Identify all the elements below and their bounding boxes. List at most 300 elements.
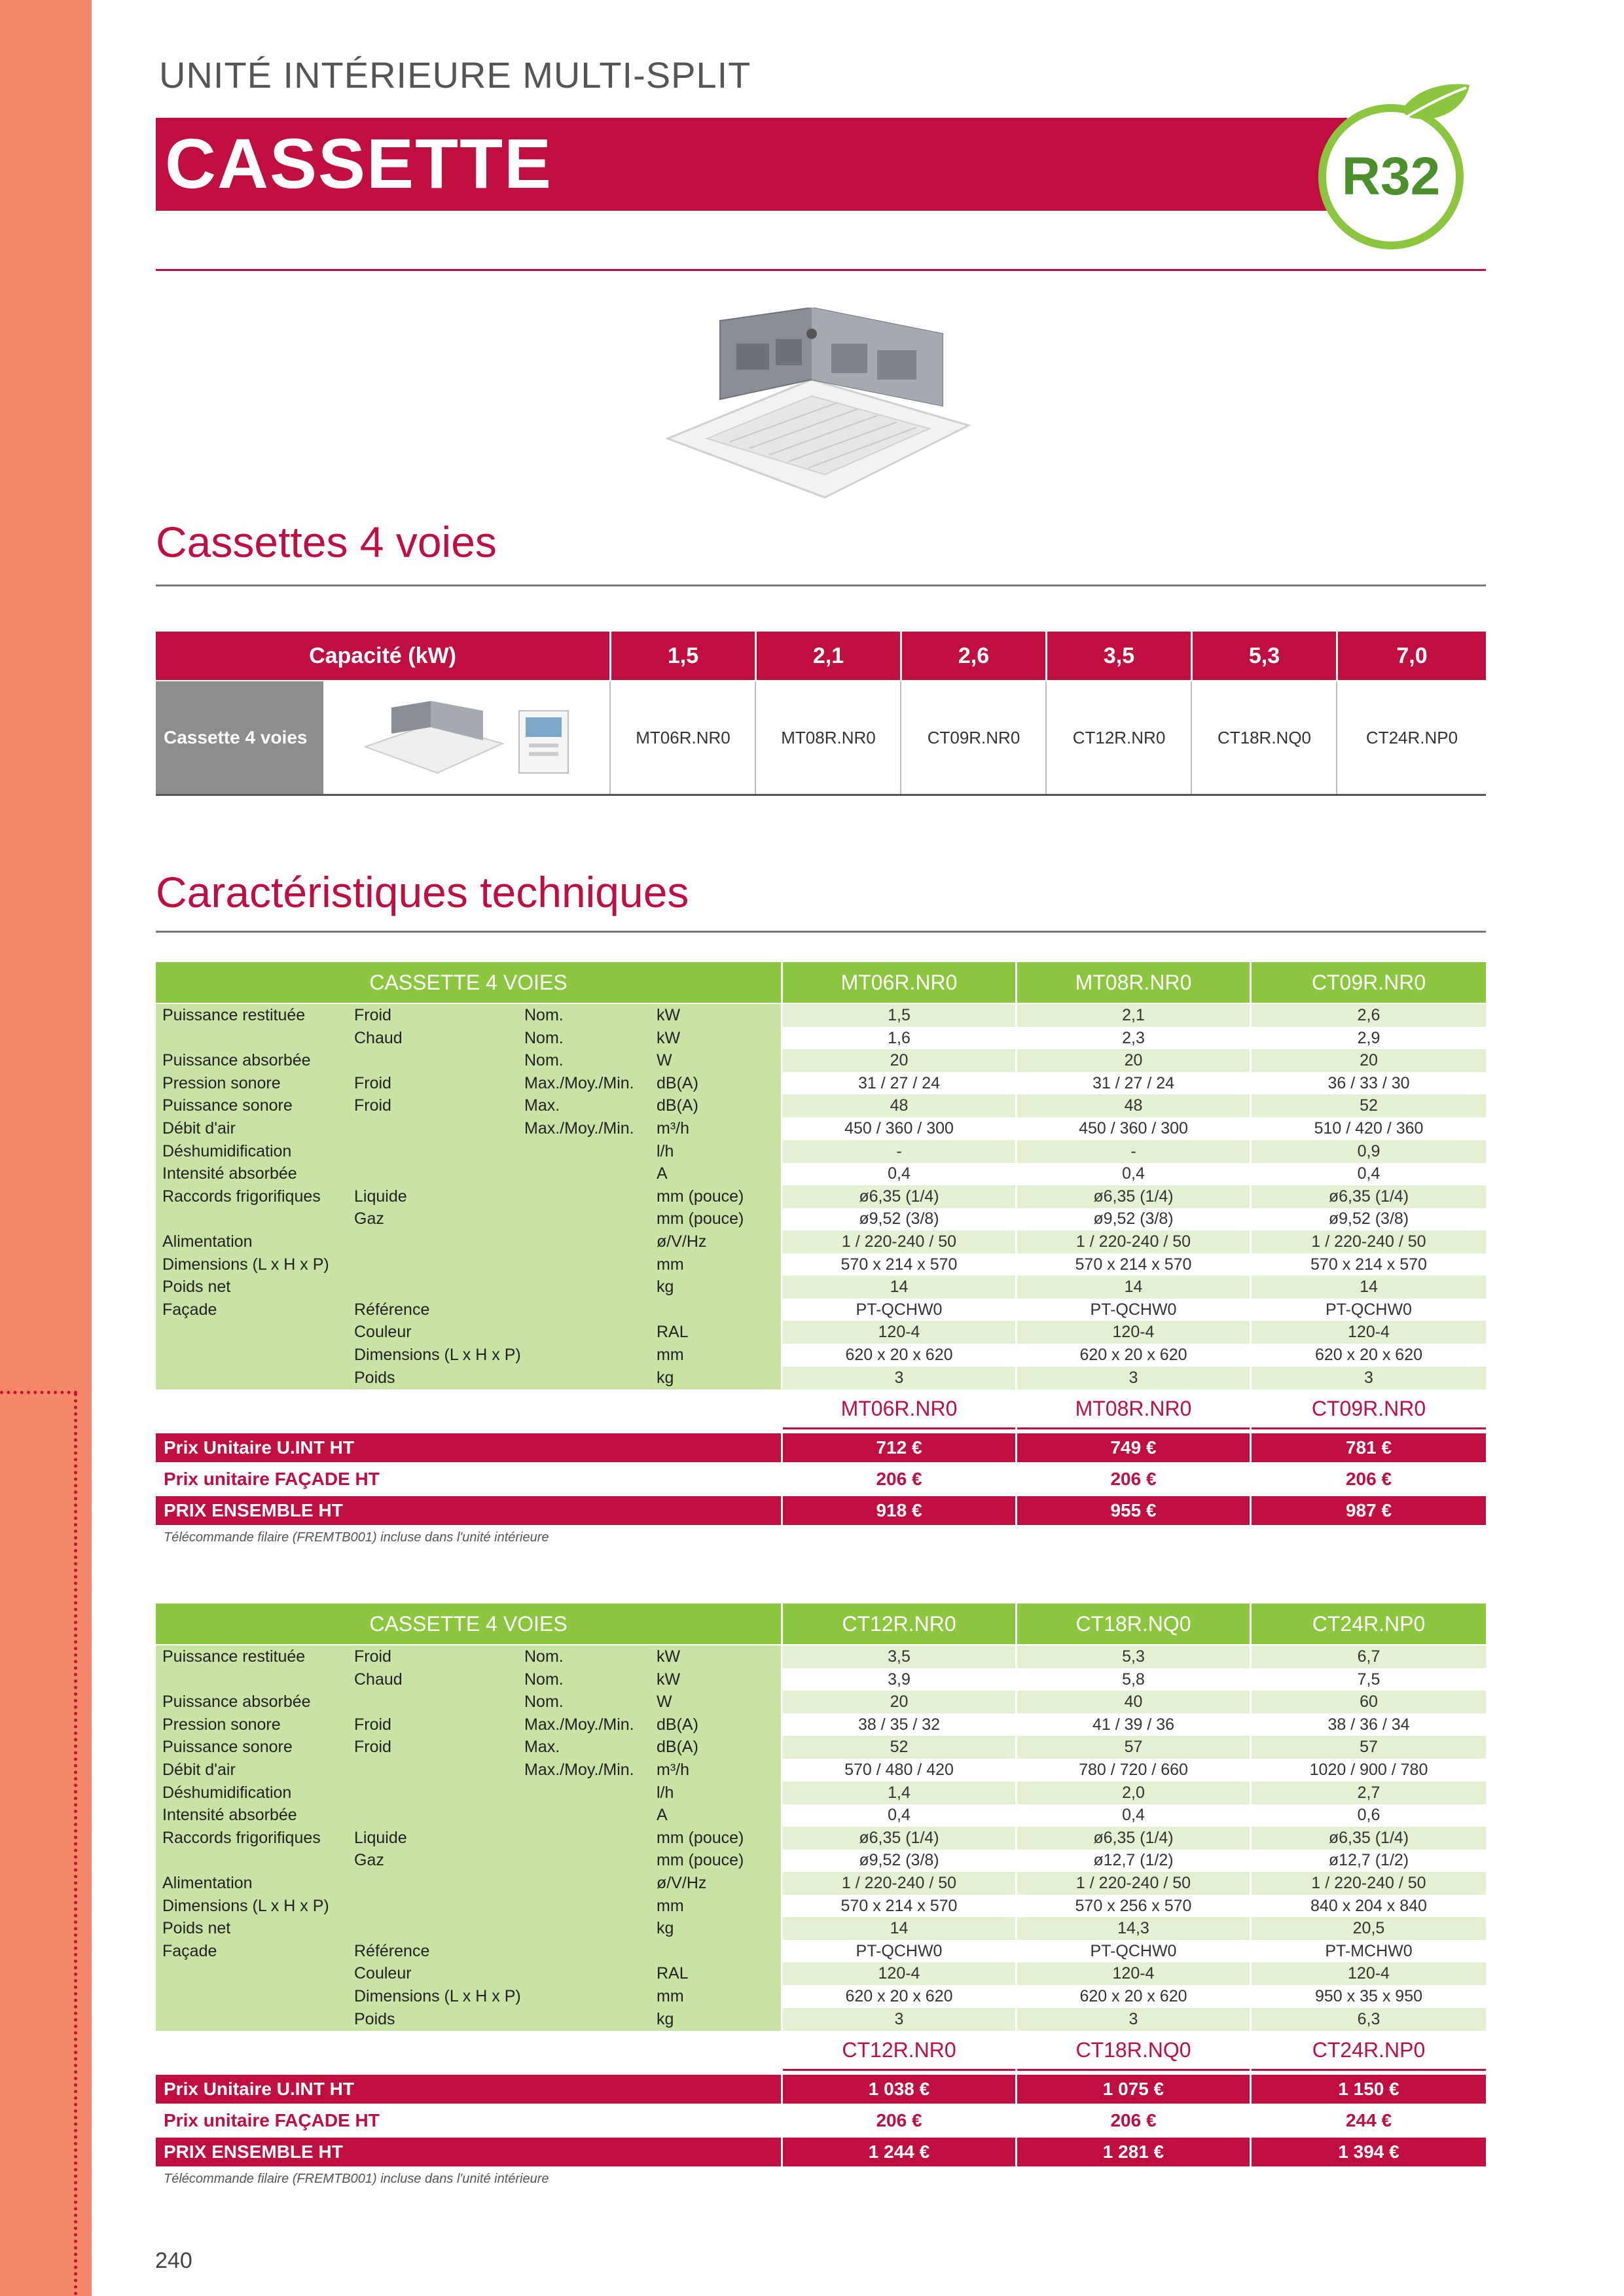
spec-mode: Chaud — [354, 1670, 403, 1689]
divider — [156, 931, 1486, 933]
spec-value: 0,4 — [1357, 1164, 1380, 1183]
spec-condition: Max./Moy./Min. — [524, 1715, 634, 1734]
model-repeat-row — [156, 2032, 1486, 2071]
spec-unit: A — [657, 1806, 668, 1825]
model-code: CT09R.NR0 — [1252, 1390, 1486, 1429]
price-row — [156, 1433, 1486, 1462]
spec-row-label — [156, 1094, 781, 1117]
spec-row — [156, 1849, 1486, 1872]
spec-row-label — [156, 1849, 781, 1872]
spec-value: 1 / 220-240 / 50 — [1017, 1230, 1250, 1253]
spec-value: 120-4 — [783, 1321, 1015, 1344]
spec-value: 620 x 20 x 620 — [845, 1346, 953, 1364]
spec-mode: Référence — [354, 1300, 430, 1319]
spec-value: 570 x 214 x 570 — [1310, 1255, 1427, 1274]
spec-value: 14 — [783, 1276, 1015, 1299]
spec-row — [156, 1804, 1486, 1827]
spec-value: 52 — [1252, 1094, 1486, 1117]
price-value: 206 € — [1252, 1465, 1486, 1494]
spec-condition: Nom. — [524, 1051, 564, 1070]
spec-value: ø6,35 (1/4) — [1017, 1185, 1250, 1208]
spec-unit: kW — [657, 1028, 681, 1047]
spec-mode: Référence — [354, 1941, 430, 1960]
spec-name: Pression sonore — [162, 1715, 281, 1734]
footnote: Télécommande filaire (FREMTB001) incluse dans l'unité intérieure — [164, 1530, 549, 1545]
spec-row — [156, 1736, 1486, 1759]
spec-value: 38 / 35 / 32 — [857, 1715, 941, 1734]
spec-value: 36 / 33 / 30 — [1327, 1073, 1410, 1092]
spec-row-label — [156, 1872, 781, 1895]
spec-condition: Max./Moy./Min. — [524, 1073, 634, 1092]
spec-value: PT-QCHW0 — [856, 1300, 943, 1319]
model-code: CT12R.NR0 — [783, 2032, 1015, 2071]
price-label: PRIX ENSEMBLE HT — [156, 2138, 781, 2166]
model-code: CT18R.NQ0 — [1017, 2032, 1250, 2071]
spec-value: 2,6 — [1252, 1004, 1486, 1027]
spec-row — [156, 1940, 1486, 1963]
spec-row — [156, 1872, 1486, 1895]
spec-row — [156, 1072, 1486, 1095]
spec-mode: Froid — [354, 1738, 391, 1757]
spec-table-header — [156, 1604, 1486, 1644]
spec-name: Puissance restituée — [162, 1006, 306, 1024]
spec-mode: Froid — [354, 1073, 391, 1092]
price-value: 1 075 € — [1017, 2075, 1250, 2104]
spec-value: 57 — [1252, 1736, 1486, 1759]
spec-unit: mm (pouce) — [657, 1828, 744, 1847]
spec-value: PT-QCHW0 — [856, 1941, 943, 1960]
spec-row-label — [156, 1117, 781, 1140]
spec-unit: mm (pouce) — [657, 1851, 744, 1870]
spec-value: 14 — [783, 1917, 1015, 1940]
spec-unit: kW — [657, 1670, 681, 1689]
price-label: Prix unitaire FAÇADE HT — [156, 2106, 781, 2135]
spec-value: 510 / 420 / 360 — [1314, 1119, 1424, 1138]
spec-unit: kW — [657, 1647, 681, 1666]
spec-row-label — [156, 1691, 781, 1713]
spec-name: Puissance absorbée — [162, 1051, 311, 1070]
spec-unit: mm — [657, 1896, 684, 1915]
spec-unit: dB(A) — [657, 1715, 698, 1734]
spec-value: 2,0 — [1017, 1782, 1250, 1804]
spec-row — [156, 1004, 1486, 1027]
spec-value: 14 — [1252, 1276, 1486, 1299]
spec-value: 780 / 720 / 660 — [1079, 1761, 1188, 1779]
spec-row-label — [156, 1344, 781, 1367]
spec-value: 0,4 — [888, 1164, 911, 1183]
capacity-value: 2,6 — [902, 632, 1045, 680]
spec-row-label — [156, 1827, 781, 1850]
price-value: 206 € — [783, 2106, 1015, 2135]
spec-row — [156, 2008, 1486, 2031]
spec-condition: Nom. — [524, 1028, 564, 1047]
spec-table-title: CASSETTE 4 VOIES — [156, 1604, 781, 1644]
spec-value: 0,4 — [1122, 1164, 1145, 1183]
spec-value: ø6,35 (1/4) — [1017, 1827, 1250, 1850]
model-header: CT18R.NQ0 — [1017, 1604, 1250, 1644]
page-number: 240 — [155, 2248, 192, 2273]
price-value: 206 € — [1017, 1465, 1250, 1494]
spec-value: 3 — [1017, 2008, 1250, 2031]
divider — [156, 269, 1486, 271]
spec-name: Dimensions (L x H x P) — [162, 1255, 329, 1274]
spec-value: ø6,35 (1/4) — [1252, 1827, 1486, 1850]
spec-value: 570 x 214 x 570 — [840, 1896, 958, 1915]
footnote: Télécommande filaire (FREMTB001) incluse dans l'unité intérieure — [164, 2172, 549, 2186]
spec-value: 570 x 214 x 570 — [840, 1255, 958, 1274]
spec-mode: Froid — [354, 1715, 391, 1734]
spec-unit: dB(A) — [657, 1096, 698, 1115]
spec-name: Raccords frigorifiques — [162, 1187, 321, 1206]
spec-row — [156, 1691, 1486, 1713]
spec-value: 120-4 — [1017, 1962, 1250, 1985]
spec-value: 1 / 220-240 / 50 — [1252, 1230, 1486, 1253]
price-value: 987 € — [1252, 1496, 1486, 1525]
spec-name: Alimentation — [162, 1232, 253, 1251]
spec-value: 60 — [1252, 1691, 1486, 1713]
spec-row — [156, 1162, 1486, 1185]
spec-value: 31 / 27 / 24 — [857, 1073, 941, 1092]
spec-name: Poids net — [162, 1919, 231, 1938]
spec-value: 2,7 — [1252, 1782, 1486, 1804]
spec-value: 620 x 20 x 620 — [1079, 1987, 1187, 2005]
model-code: CT18R.NQ0 — [1217, 727, 1312, 747]
capacity-header-label: Capacité (kW) — [156, 632, 609, 680]
spec-value: 1 / 220-240 / 50 — [1017, 1872, 1250, 1895]
spec-value: 48 — [783, 1094, 1015, 1117]
spec-value: 20 — [1017, 1049, 1250, 1072]
spec-row — [156, 1962, 1486, 1985]
spec-name: Puissance restituée — [162, 1647, 306, 1666]
spec-name: Alimentation — [162, 1874, 253, 1892]
capacity-value: 2,1 — [757, 632, 900, 680]
spec-mode: Froid — [354, 1006, 391, 1024]
spec-value: 120-4 — [1252, 1962, 1486, 1985]
price-label: PRIX ENSEMBLE HT — [156, 1496, 781, 1525]
spec-name: Intensité absorbée — [162, 1806, 297, 1825]
price-value: 1 394 € — [1252, 2138, 1486, 2166]
spec-mode: Poids — [354, 2009, 395, 2028]
spec-value: 57 — [1017, 1736, 1250, 1759]
spec-value: 0,6 — [1357, 1806, 1380, 1825]
spec-row-label — [156, 1049, 781, 1072]
spec-value: 20 — [783, 1691, 1015, 1713]
spec-unit: dB(A) — [657, 1738, 698, 1757]
spec-row — [156, 1049, 1486, 1072]
spec-unit: l/h — [657, 1783, 674, 1802]
spec-value: 1 / 220-240 / 50 — [783, 1872, 1015, 1895]
spec-value: 3 — [783, 1367, 1015, 1390]
spec-value: 7,5 — [1357, 1670, 1380, 1689]
spec-unit: RAL — [657, 1964, 689, 1983]
spec-value: ø6,35 (1/4) — [1252, 1185, 1486, 1208]
spec-row-label — [156, 1253, 781, 1276]
model-header: CT24R.NP0 — [1252, 1604, 1486, 1644]
spec-mode: Liquide — [354, 1187, 407, 1206]
spec-name: Façade — [162, 1941, 217, 1960]
spec-mode: Couleur — [354, 1964, 412, 1983]
spec-row — [156, 1668, 1486, 1691]
spec-row-label — [156, 1299, 781, 1321]
spec-row — [156, 1344, 1486, 1367]
spec-row-label — [156, 1962, 781, 1985]
spec-row — [156, 1276, 1486, 1299]
price-value: 712 € — [783, 1433, 1015, 1462]
model-code: CT24R.NP0 — [1365, 727, 1458, 747]
spec-mode: Dimensions (L x H x P) — [354, 1987, 521, 2005]
spec-value: 450 / 360 / 300 — [844, 1119, 954, 1138]
model-code: MT06R.NR0 — [783, 1390, 1015, 1429]
spec-name: Déshumidification — [162, 1141, 292, 1160]
spec-value: 120-4 — [1017, 1321, 1250, 1344]
spec-value: 0,4 — [888, 1806, 911, 1825]
spec-row-label — [156, 1645, 781, 1668]
spec-unit: RAL — [657, 1323, 689, 1342]
spec-row — [156, 1321, 1486, 1344]
spec-condition: Nom. — [524, 1670, 564, 1689]
spec-value: 1 / 220-240 / 50 — [783, 1230, 1015, 1253]
spec-condition: Max./Moy./Min. — [524, 1119, 634, 1138]
price-value: 244 € — [1252, 2106, 1486, 2135]
spec-value: 840 x 204 x 840 — [1310, 1896, 1427, 1915]
spec-value: 620 x 20 x 620 — [1079, 1346, 1187, 1364]
spec-row-label — [156, 2008, 781, 2031]
spec-unit: kg — [657, 1919, 674, 1938]
spec-table — [156, 1604, 1486, 2162]
spec-value: PT-QCHW0 — [1090, 1300, 1177, 1319]
spec-row-label — [156, 1759, 781, 1782]
price-value: 955 € — [1017, 1496, 1250, 1525]
spec-condition: Max. — [524, 1738, 560, 1757]
spec-row-label — [156, 1004, 781, 1027]
spec-value: 2,1 — [1017, 1004, 1250, 1027]
spec-value: 14,3 — [1017, 1917, 1250, 1940]
spec-row-label — [156, 1027, 781, 1050]
spec-value: - — [1017, 1140, 1250, 1163]
spec-condition: Nom. — [524, 1647, 564, 1666]
spec-value: 3 — [1252, 1367, 1486, 1390]
spec-value: 1,4 — [783, 1782, 1015, 1804]
model-header: MT08R.NR0 — [1017, 962, 1250, 1003]
spec-value: 3,5 — [783, 1645, 1015, 1668]
price-value: 781 € — [1252, 1433, 1486, 1462]
spec-mode: Gaz — [354, 1851, 384, 1870]
spec-row-label — [156, 1162, 781, 1185]
spec-value: 120-4 — [1252, 1321, 1486, 1344]
price-value: 1 150 € — [1252, 2075, 1486, 2104]
spec-row — [156, 1985, 1486, 2008]
capacity-value: 5,3 — [1193, 632, 1336, 680]
spec-name: Poids net — [162, 1278, 231, 1297]
spec-unit: mm (pouce) — [657, 1187, 744, 1206]
spec-row-label — [156, 1804, 781, 1827]
spec-row-label — [156, 1140, 781, 1163]
spec-row — [156, 1253, 1486, 1276]
model-header: CT12R.NR0 — [783, 1604, 1015, 1644]
spec-mode: Chaud — [354, 1028, 403, 1047]
spec-value: 52 — [783, 1736, 1015, 1759]
blank-cell — [156, 1390, 781, 1429]
spec-row — [156, 1027, 1486, 1050]
spec-value: ø12,7 (1/2) — [1328, 1851, 1409, 1870]
cassette-thumbnail — [352, 694, 581, 783]
spec-value: 0,4 — [1122, 1806, 1145, 1825]
spec-row-label — [156, 1895, 781, 1918]
spec-mode: Froid — [354, 1096, 391, 1115]
spec-row-label — [156, 1782, 781, 1804]
spec-row-label — [156, 1668, 781, 1691]
spec-value: 1,5 — [783, 1004, 1015, 1027]
spec-condition: Max. — [524, 1096, 560, 1115]
spec-value: 40 — [1017, 1691, 1250, 1713]
spec-value: 450 / 360 / 300 — [1079, 1119, 1188, 1138]
spec-row — [156, 1208, 1486, 1230]
spec-row — [156, 1185, 1486, 1208]
price-row — [156, 2138, 1486, 2166]
spec-row-label — [156, 1321, 781, 1344]
spec-unit: ø/V/Hz — [657, 1874, 707, 1892]
spec-row — [156, 1645, 1486, 1668]
model-repeat-row — [156, 1390, 1486, 1429]
spec-row-label — [156, 1208, 781, 1230]
spec-table-header — [156, 962, 1486, 1003]
spec-row-label — [156, 1367, 781, 1390]
spec-value: ø12,7 (1/2) — [1093, 1851, 1174, 1870]
spec-name: Puissance sonore — [162, 1738, 293, 1757]
spec-row-label — [156, 1985, 781, 2008]
spec-value: 38 / 36 / 34 — [1327, 1715, 1410, 1734]
spec-value: 1020 / 900 / 780 — [1309, 1761, 1428, 1779]
cassette-unit-image — [615, 308, 1008, 504]
spec-value: ø9,52 (3/8) — [1328, 1210, 1409, 1229]
model-code: MT08R.NR0 — [1017, 1390, 1250, 1429]
spec-value: 41 / 39 / 36 — [1092, 1715, 1175, 1734]
spec-row — [156, 1782, 1486, 1804]
spec-value: 3 — [783, 2008, 1015, 2031]
spec-value: ø9,52 (3/8) — [859, 1851, 939, 1870]
spec-unit: m³/h — [657, 1119, 689, 1138]
capacity-table-header — [156, 632, 1486, 680]
model-header: CT09R.NR0 — [1252, 962, 1486, 1003]
spec-row — [156, 1094, 1486, 1117]
spec-row — [156, 1895, 1486, 1918]
page-kicker: UNITÉ INTÉRIEURE MULTI-SPLIT — [159, 54, 751, 96]
side-dotted-line-vertical — [74, 1393, 77, 2296]
spec-value: 620 x 20 x 620 — [1314, 1346, 1422, 1364]
spec-value: - — [783, 1140, 1015, 1163]
price-value: 206 € — [1017, 2106, 1250, 2135]
row-label: Cassette 4 voies — [156, 681, 323, 794]
spec-name: Puissance sonore — [162, 1096, 293, 1115]
price-value: 749 € — [1017, 1433, 1250, 1462]
spec-row-label — [156, 1230, 781, 1253]
spec-name: Façade — [162, 1300, 217, 1319]
spec-row — [156, 1367, 1486, 1390]
spec-value: 1,6 — [888, 1028, 911, 1047]
spec-value: ø9,52 (3/8) — [1093, 1210, 1174, 1229]
spec-unit: kg — [657, 1368, 674, 1387]
spec-value: 14 — [1017, 1276, 1250, 1299]
section-title-specs: Caractéristiques techniques — [156, 868, 689, 916]
spec-value: 31 / 27 / 24 — [1092, 1073, 1175, 1092]
spec-value: 950 x 35 x 950 — [1314, 1987, 1422, 2005]
blank-cell — [156, 2032, 781, 2071]
r32-badge — [1303, 79, 1479, 255]
spec-unit: kW — [657, 1006, 681, 1024]
capacity-value: 7,0 — [1338, 632, 1486, 680]
spec-mode: Gaz — [354, 1210, 384, 1229]
spec-unit: A — [657, 1164, 668, 1183]
price-row — [156, 1465, 1486, 1494]
spec-value: 0,9 — [1252, 1140, 1486, 1163]
spec-row-label — [156, 1713, 781, 1736]
side-dotted-line — [0, 1391, 77, 1394]
capacity-value: 3,5 — [1047, 632, 1191, 680]
spec-unit: kg — [657, 2009, 674, 2028]
spec-row-label — [156, 1917, 781, 1940]
spec-value: 2,3 — [1122, 1028, 1145, 1047]
spec-row-label — [156, 1736, 781, 1759]
spec-row-label — [156, 1185, 781, 1208]
spec-name: Débit d'air — [162, 1119, 236, 1138]
spec-value: 120-4 — [783, 1962, 1015, 1985]
spec-mode: Couleur — [354, 1323, 412, 1342]
spec-name: Déshumidification — [162, 1783, 292, 1802]
spec-unit: ø/V/Hz — [657, 1232, 707, 1251]
spec-row-label — [156, 1276, 781, 1299]
spec-row — [156, 1759, 1486, 1782]
model-code: MT08R.NR0 — [781, 727, 876, 747]
spec-condition: Nom. — [524, 1006, 564, 1024]
spec-row — [156, 1827, 1486, 1850]
divider — [156, 584, 1486, 586]
model-code: CT09R.NR0 — [927, 727, 1020, 747]
price-row — [156, 1496, 1486, 1525]
spec-unit: W — [657, 1693, 672, 1712]
spec-row-label — [156, 1072, 781, 1095]
price-label: Prix Unitaire U.INT HT — [156, 2075, 781, 2104]
spec-value: 2,9 — [1357, 1028, 1380, 1047]
spec-value: PT-QCHW0 — [1326, 1300, 1412, 1319]
spec-value: 570 x 256 x 570 — [1075, 1896, 1192, 1915]
spec-unit: dB(A) — [657, 1073, 698, 1092]
spec-row — [156, 1299, 1486, 1321]
spec-value: 6,3 — [1252, 2008, 1486, 2031]
capacity-value: 1,5 — [611, 632, 755, 680]
spec-value: 570 / 480 / 420 — [844, 1761, 954, 1779]
spec-row — [156, 1140, 1486, 1163]
spec-value: 48 — [1017, 1094, 1250, 1117]
price-label: Prix Unitaire U.INT HT — [156, 1433, 781, 1462]
spec-value: 20 — [1252, 1049, 1486, 1072]
spec-name: Puissance absorbée — [162, 1693, 311, 1712]
model-code: CT12R.NR0 — [1072, 727, 1166, 747]
price-label: Prix unitaire FAÇADE HT — [156, 1465, 781, 1494]
spec-table — [156, 962, 1486, 1521]
spec-value: 3,9 — [888, 1670, 911, 1689]
spec-value: ø9,52 (3/8) — [859, 1210, 939, 1229]
spec-condition: Max./Moy./Min. — [524, 1761, 634, 1779]
price-value: 918 € — [783, 1496, 1015, 1525]
side-color-strip — [0, 0, 92, 2296]
spec-unit: mm (pouce) — [657, 1210, 744, 1229]
spec-mode: Liquide — [354, 1828, 407, 1847]
spec-row — [156, 1917, 1486, 1940]
price-row — [156, 2106, 1486, 2135]
spec-value: PT-QCHW0 — [1090, 1941, 1177, 1960]
spec-mode: Poids — [354, 1368, 395, 1387]
spec-value: 620 x 20 x 620 — [845, 1987, 953, 2005]
